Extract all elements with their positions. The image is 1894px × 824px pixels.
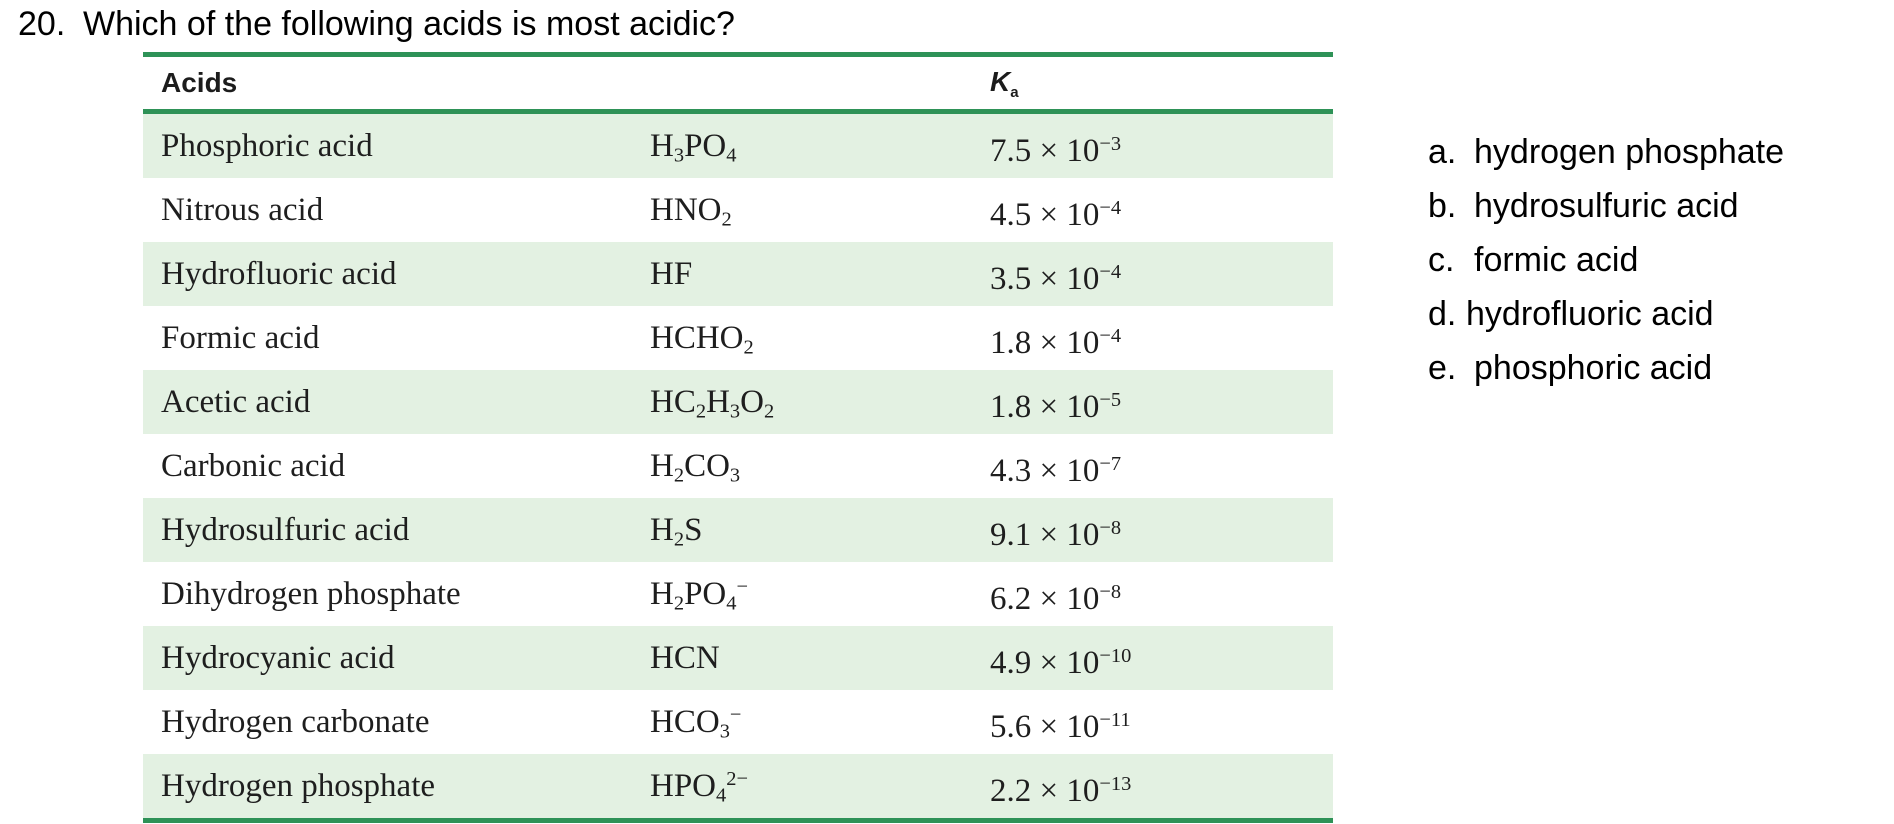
- formula-part: HC: [650, 383, 696, 420]
- formula-subscript: 2: [673, 464, 685, 487]
- acid-formula: [650, 192, 990, 229]
- table-row: [143, 434, 1333, 498]
- formula-subscript: 3: [673, 144, 685, 167]
- ka-value: [990, 635, 1333, 682]
- formula-part: HNO: [650, 191, 722, 228]
- formula-subscript: 3: [729, 464, 741, 487]
- formula-part: H: [650, 447, 674, 484]
- choice-letter: d.: [1428, 295, 1457, 333]
- header-ka-subscript: a: [1010, 83, 1019, 101]
- ka-coefficient: 3.5 × 10: [990, 260, 1100, 297]
- acid-formula: [650, 768, 990, 805]
- choice-text: phosphoric acid: [1474, 349, 1713, 387]
- table-row: [143, 498, 1333, 562]
- formula-part: HPO: [650, 767, 717, 804]
- ka-coefficient: 5.6 × 10: [990, 708, 1100, 745]
- acid-formula: [650, 704, 990, 741]
- table-bottom-rule: [143, 818, 1333, 823]
- ka-exponent: −3: [1099, 132, 1122, 155]
- ka-exponent: −5: [1099, 388, 1122, 411]
- ka-value: [990, 507, 1333, 554]
- acid-ka-table: [143, 52, 1333, 823]
- question-text: Which of the following acids is most acidic?: [83, 5, 735, 43]
- answer-choice: [1428, 233, 1784, 287]
- ka-exponent: −7: [1099, 452, 1122, 475]
- acid-formula: [650, 640, 990, 677]
- acid-name: Hydrosulfuric acid: [161, 511, 410, 548]
- choice-text: formic acid: [1474, 241, 1639, 279]
- acid-formula: [650, 512, 990, 549]
- ka-exponent: −4: [1099, 324, 1122, 347]
- answer-choice: [1428, 287, 1784, 341]
- formula-part: HCO: [650, 703, 720, 740]
- choice-text: hydrosulfuric acid: [1474, 187, 1739, 225]
- acid-formula: [650, 384, 990, 421]
- table-row: [143, 114, 1333, 178]
- ka-exponent: −8: [1099, 516, 1122, 539]
- formula-part: H: [650, 127, 674, 164]
- acid-formula: [650, 576, 990, 613]
- choice-letter: c.: [1428, 241, 1455, 279]
- formula-subscript: 4: [726, 144, 737, 167]
- acid-name: Phosphoric acid: [161, 127, 373, 164]
- choice-letter: a.: [1428, 133, 1457, 171]
- table-row: [143, 626, 1333, 690]
- answer-choices: [1428, 125, 1784, 395]
- formula-part: HCHO: [650, 319, 744, 356]
- acid-formula: [650, 256, 990, 293]
- ka-coefficient: 6.2 × 10: [990, 580, 1100, 617]
- ka-exponent: −11: [1099, 708, 1131, 731]
- formula-subscript: 2: [763, 400, 775, 423]
- ka-value: [990, 379, 1333, 426]
- answer-choice: [1428, 179, 1784, 233]
- ka-value: [990, 251, 1333, 298]
- ka-value: [990, 443, 1333, 490]
- ka-coefficient: 1.8 × 10: [990, 324, 1100, 361]
- ka-exponent: −4: [1099, 260, 1122, 283]
- ka-coefficient: 4.5 × 10: [990, 196, 1100, 233]
- formula-part: HF: [650, 255, 693, 292]
- acid-formula: [650, 128, 990, 165]
- ka-coefficient: 1.8 × 10: [990, 388, 1100, 425]
- acid-name: Formic acid: [161, 319, 320, 356]
- formula-supscript: −: [729, 703, 742, 726]
- ka-value: [990, 699, 1333, 746]
- formula-subscript: 2: [673, 592, 685, 615]
- answer-choice: [1428, 125, 1784, 179]
- acid-name: Hydrogen phosphate: [161, 767, 436, 804]
- ka-coefficient: 2.2 × 10: [990, 772, 1100, 809]
- choice-text: hydrofluoric acid: [1466, 295, 1714, 333]
- table-row: [143, 306, 1333, 370]
- acid-formula: [650, 448, 990, 485]
- formula-part: CO: [684, 447, 730, 484]
- formula-subscript: 2: [743, 336, 754, 359]
- ka-coefficient: 4.9 × 10: [990, 644, 1100, 681]
- choice-letter: b.: [1428, 187, 1457, 225]
- table-row: [143, 242, 1333, 306]
- answer-choice: [1428, 341, 1784, 395]
- table-row: [143, 754, 1333, 818]
- acid-name: Dihydrogen phosphate: [161, 575, 461, 612]
- formula-part: S: [684, 511, 703, 548]
- header-acids: Acids: [161, 67, 238, 98]
- ka-exponent: −13: [1099, 772, 1132, 795]
- formula-supscript: 2−: [726, 767, 748, 790]
- formula-subscript: 2: [721, 208, 732, 231]
- ka-value: [990, 123, 1333, 170]
- ka-value: [990, 763, 1333, 810]
- ka-coefficient: 7.5 × 10: [990, 132, 1100, 169]
- table-header-row: [143, 57, 1333, 114]
- table-row: [143, 178, 1333, 242]
- acid-name: Nitrous acid: [161, 191, 324, 228]
- acid-name: Hydrocyanic acid: [161, 639, 395, 676]
- acid-name: Hydrogen carbonate: [161, 703, 430, 740]
- acid-name: Carbonic acid: [161, 447, 346, 484]
- formula-subscript: 4: [726, 592, 737, 615]
- formula-part: H: [650, 575, 674, 612]
- question-heading: [18, 2, 735, 46]
- header-ka-symbol: K: [990, 65, 1011, 97]
- header-ka: [990, 66, 1333, 101]
- formula-part: H: [706, 383, 730, 420]
- table-row: [143, 370, 1333, 434]
- ka-exponent: −8: [1099, 580, 1122, 603]
- ka-coefficient: 4.3 × 10: [990, 452, 1100, 489]
- table-row: [143, 690, 1333, 754]
- formula-supscript: −: [736, 575, 748, 598]
- formula-part: PO: [684, 127, 727, 164]
- formula-part: HCN: [650, 639, 720, 676]
- formula-part: PO: [684, 575, 727, 612]
- table-body: [143, 114, 1333, 818]
- formula-part: H: [650, 511, 674, 548]
- choice-text: hydrogen phosphate: [1474, 133, 1785, 171]
- question-number: 20.: [18, 5, 66, 43]
- formula-subscript: 2: [695, 400, 707, 423]
- ka-value: [990, 571, 1333, 618]
- formula-subscript: 4: [716, 784, 727, 807]
- ka-value: [990, 187, 1333, 234]
- table-row: [143, 562, 1333, 626]
- ka-value: [990, 315, 1333, 362]
- acid-name: Hydrofluoric acid: [161, 255, 397, 292]
- formula-subscript: 3: [719, 720, 730, 743]
- acid-formula: [650, 320, 990, 357]
- choice-letter: e.: [1428, 349, 1457, 387]
- ka-coefficient: 9.1 × 10: [990, 516, 1100, 553]
- formula-subscript: 2: [673, 528, 685, 551]
- formula-part: O: [740, 383, 764, 420]
- formula-subscript: 3: [729, 400, 741, 423]
- ka-exponent: −10: [1099, 644, 1132, 667]
- acid-name: Acetic acid: [161, 383, 311, 420]
- ka-exponent: −4: [1099, 196, 1122, 219]
